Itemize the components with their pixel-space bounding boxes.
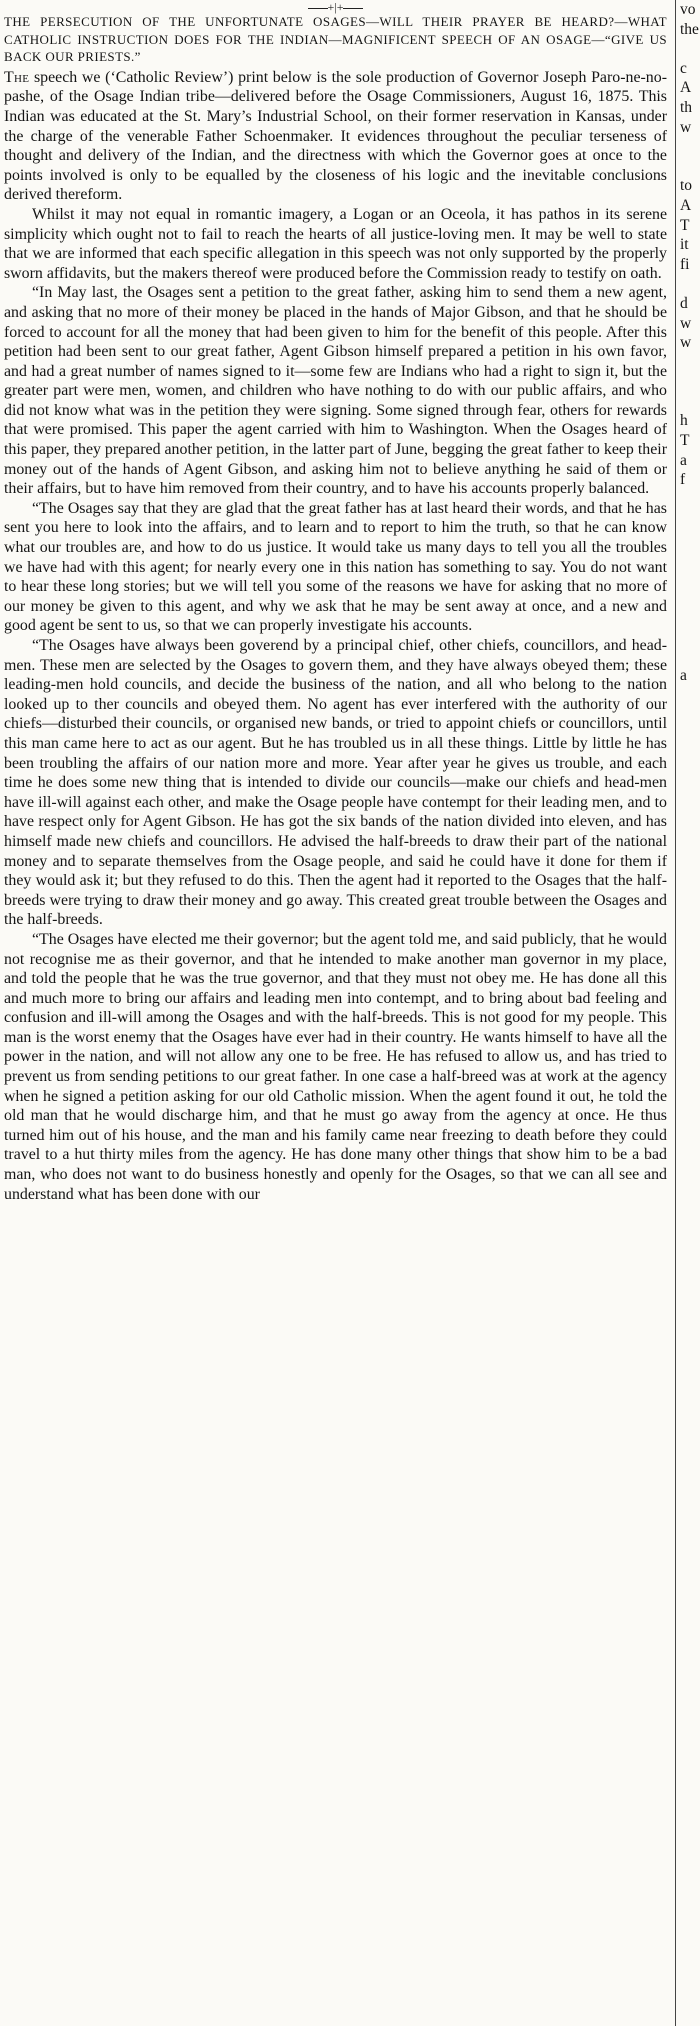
side-column-line	[680, 1117, 700, 1137]
side-column-line: w	[680, 314, 692, 332]
side-column-line	[680, 1372, 700, 1392]
adjacent-column-fragment	[677, 0, 700, 2026]
side-column-line	[680, 784, 700, 804]
side-column-line	[680, 549, 700, 569]
side-column-line: a	[680, 667, 687, 685]
side-column-line	[680, 1352, 700, 1372]
side-column-line	[680, 745, 700, 765]
side-column-line	[680, 1705, 700, 1725]
side-column-line: T	[680, 432, 690, 450]
body-paragraph: “In May last, the Osages sent a petition to the great father, asking him to send them a new agent, and asking that no more of their money be placed in the hands of Major Gibson, and that he should be forced to account for all the money that had been given to him for the benefit of this people. After this petition had been sent to our great father, Agent Gibson himself prepared a petition in his own favor, and had a great number of names signed to it—some few are Indians who had a right to sign it, but the greater part were men, women, and children who have nothing to do with our public affairs, and who did not know what was in the petition they were signing. Some signed through fear, others for rewards that were promised. This paper the agent carried with him to Washington. When the Osages heard of this paper, they prepared another petition, in the latter part of June, begging the great father to keep their money out of the hands of Agent Gibson, and asking him not to believe anything he said of them or their affairs, but to have him removed from their country, and to have his accounts properly balanced.	[4, 284, 667, 498]
side-column-line	[680, 1313, 700, 1333]
side-column-line	[680, 1195, 700, 1215]
side-column-line	[680, 960, 700, 980]
body-paragraph: “The Osages say that they are glad that the great father has at last heard their words, and that he has sent you here to look into the affairs, and to learn and to report to him the truth, so that he can know what our troubles are, and how to do us justice. It would take us many days to tell you all the troubles we have had with this agent; for nearly every one in this nation has something to say. You do not want to hear these long stories; but we will tell you some of the reasons we have for asking that no more of our money be given to this agent, and why we ask that he may be sent away at once, and a new and good agent be sent to us, so that we can properly investigate his accounts.	[4, 499, 667, 635]
side-column-line	[680, 941, 700, 961]
body-paragraph: Whilst it may not equal in romantic imagery, a Logan or an Oceola, it has pathos in its serene simplicity which ought not to fail to reach the hearts of all justice-loving men. It may be well to state that we are informed that each specific allegation in this speech was not only supported by the properly sworn affidavits, but the makers thereof were produced before the Commission ready to testify on oath.	[4, 205, 667, 282]
side-column-line	[680, 705, 700, 725]
side-column-line: f	[680, 471, 686, 489]
side-column-line	[680, 1665, 700, 1685]
ornament-glyph: +|+	[327, 0, 344, 14]
side-column-line	[680, 1744, 700, 1764]
side-column-line	[680, 1332, 700, 1352]
side-column-line	[680, 627, 700, 647]
side-column-line	[680, 1685, 700, 1705]
side-column-line	[680, 803, 700, 823]
side-column-line	[680, 509, 700, 529]
side-column-line	[680, 764, 700, 784]
side-column-line: A	[680, 196, 692, 214]
side-column-line: fi	[680, 255, 690, 273]
article-column	[4, 0, 667, 2026]
side-column-line	[680, 823, 700, 843]
side-column-line	[680, 1607, 700, 1627]
side-column-line	[680, 1842, 700, 1862]
side-column-line	[680, 137, 700, 157]
side-column-line: the	[680, 20, 699, 38]
side-column-line	[680, 1822, 700, 1842]
side-column-line	[680, 1920, 700, 1940]
side-column-line	[680, 1489, 700, 1509]
side-column-line	[680, 1411, 700, 1431]
side-column-line	[680, 1587, 700, 1607]
side-column-line	[680, 157, 700, 177]
section-ornament	[4, 1, 667, 13]
side-column-line	[680, 980, 700, 1000]
side-column-line	[680, 1803, 700, 1823]
side-column-line	[680, 490, 700, 510]
article-headline: THE PERSECUTION OF THE UNFORTUNATE OSAGES—WILL THEIR PRAYER BE HEARD?—WHAT CATHOLIC INSTRUCTION DOES FOR THE INDIAN—MAGNIFICENT SPEECH OF AN OSAGE—“GIVE US BACK OUR PRIESTS.”	[4, 14, 667, 65]
side-column-line	[680, 1568, 700, 1588]
side-column-line	[680, 1234, 700, 1254]
body-paragraph: “The Osages have always been goverend by a principal chief, other chiefs, councillors, and head-men. These men are selected by the Osages to govern them, and they have always obeyed them; these leading-men hold councils, and decide the business of the nation, and all who belong to the nation looked up to ther councils and obeyed them. No agent has ever interfered with the authority of our chiefs—disturbed their councils, or organised new bands, or tried to appoint chiefs or councillors, until this man came here to act as our agent. But he has troubled us in all these things. Little by little he has been troubling the affairs of our nation more and more. Year after year he gives us trouble, and each time he does some new thing that is intended to divide our councils—make our chiefs and head-men have ill-will against each other, and make the Osage people have contempt for their leading men, and to have respect only for Agent Gibson. He has got the six bands of the nation divided into eleven, and has himself made new chiefs and councillors. He advised the half-breeds to draw their part of the national money and to separate themselves from the Osage people, and said he could have it done for them if they would ask it; but they refused to do this. Then the agent had it reported to the Osages that the half-breeds were trying to draw their money and go away. This created great trouble between the Osages and the half-breeds.	[4, 637, 667, 929]
side-column-line	[680, 1509, 700, 1529]
side-column-line	[680, 1783, 700, 1803]
side-column-line	[680, 1078, 700, 1098]
column-divider	[675, 0, 676, 2026]
intro-paragraph	[4, 68, 667, 205]
side-column-line: a	[680, 451, 687, 469]
intro-text: speech we (‘Catholic Review’) print below is the sole production of Governor Joseph Paro-ne-no-pashe, of the Osage Indian tribe—delivered before the Osage Commissioners, August 16, 1875. This Indian was educated at the St. Mary’s Industrial School, on their former reservation in Kansas, under the charge of the venerable Father Schoenmaker. It evidences throughout the peculiar terseness of thought and delivery of the Indian, and the directness with which the Governor goes at once to the points involved is only to be equalled by the closeness of his logic and the inevitable conclusions derived thereform.	[4, 68, 667, 204]
side-column-line	[680, 588, 700, 608]
side-column-line	[680, 392, 700, 412]
side-column-line	[680, 1470, 700, 1490]
side-column-line	[680, 1881, 700, 1901]
side-column-line	[680, 1019, 700, 1039]
side-column-line	[680, 647, 700, 667]
side-column-line	[680, 607, 700, 627]
side-column-line	[680, 921, 700, 941]
side-column-line	[680, 1058, 700, 1078]
side-column-line	[680, 901, 700, 921]
side-column-line: vo	[680, 1, 696, 18]
side-column-line: d	[680, 294, 688, 312]
side-column-line	[680, 1646, 700, 1666]
side-column-line	[680, 568, 700, 588]
side-column-line: T	[680, 216, 690, 234]
side-column-line	[680, 1274, 700, 1294]
side-column-line	[680, 1861, 700, 1881]
side-column-line: c	[680, 59, 687, 77]
side-column-line: w	[680, 118, 692, 136]
side-column-line	[680, 1548, 700, 1568]
side-column-line	[680, 1097, 700, 1117]
side-column-line	[680, 1763, 700, 1783]
side-column-line	[680, 353, 700, 373]
side-column-line	[680, 1136, 700, 1156]
side-column-line: w	[680, 334, 692, 352]
side-column-line	[680, 1293, 700, 1313]
side-column-line: th	[680, 98, 693, 116]
side-column-line: it	[680, 236, 689, 254]
side-column-line	[680, 1176, 700, 1196]
side-column-line	[680, 1254, 700, 1274]
side-column-line	[680, 372, 700, 392]
side-column-line	[680, 999, 700, 1019]
side-column-line: A	[680, 79, 692, 97]
side-column-line	[680, 1430, 700, 1450]
side-column-line: h	[680, 412, 688, 430]
side-column-line	[680, 1724, 700, 1744]
side-column-line	[680, 1391, 700, 1411]
side-column-line	[680, 725, 700, 745]
side-column-line	[680, 1450, 700, 1470]
side-column-line	[680, 1901, 700, 1921]
body-paragraph: “The Osages have elected me their governor; but the agent told me, and said publicly, that he would not recognise me as their governor, and that he intended to make another man governor in my place, and told the people that he was the true governor, and that they must not obey me. He has done all this and much more to bring our affairs and leading men into contempt, and to bring about bad feeling and confusion and ill-will among the Osages and with the half-breeds. This is not good for my people. This man is the worst enemy that the Osages have ever had in their country. He wants himself to have all the power in the nation, and will not allow any one to be free. He has refused to allow us, and has tried to prevent us from sending petitions to our great father. In one case a half-breed was at work at the agency when he signed a petition asking for our old Catholic mission. When the agent found it out, he told the old man that he would discharge him, and that he must go away from the agency at once. He thus turned him out of his house, and the man and his family came near freezing to death before they could travel to a hut thirty miles from the agency. He has done many other things that show him to be a bad man, who does not want to do business honestly and openly for the Osages, so that we can all see and understand what has been done with our	[4, 930, 667, 1203]
side-column-line: to	[680, 177, 693, 195]
intro-first-word: The	[4, 68, 30, 86]
side-column-line	[680, 843, 700, 863]
side-column-line	[680, 1626, 700, 1646]
side-column-line	[680, 529, 700, 549]
side-column-line	[680, 1215, 700, 1235]
side-column-line	[680, 1156, 700, 1176]
side-column-line	[680, 39, 700, 59]
side-column-line	[680, 862, 700, 882]
side-column-line	[680, 1528, 700, 1548]
side-column-line	[680, 882, 700, 902]
side-column-line	[680, 686, 700, 706]
side-column-line	[680, 1038, 700, 1058]
side-column-line	[680, 274, 700, 294]
